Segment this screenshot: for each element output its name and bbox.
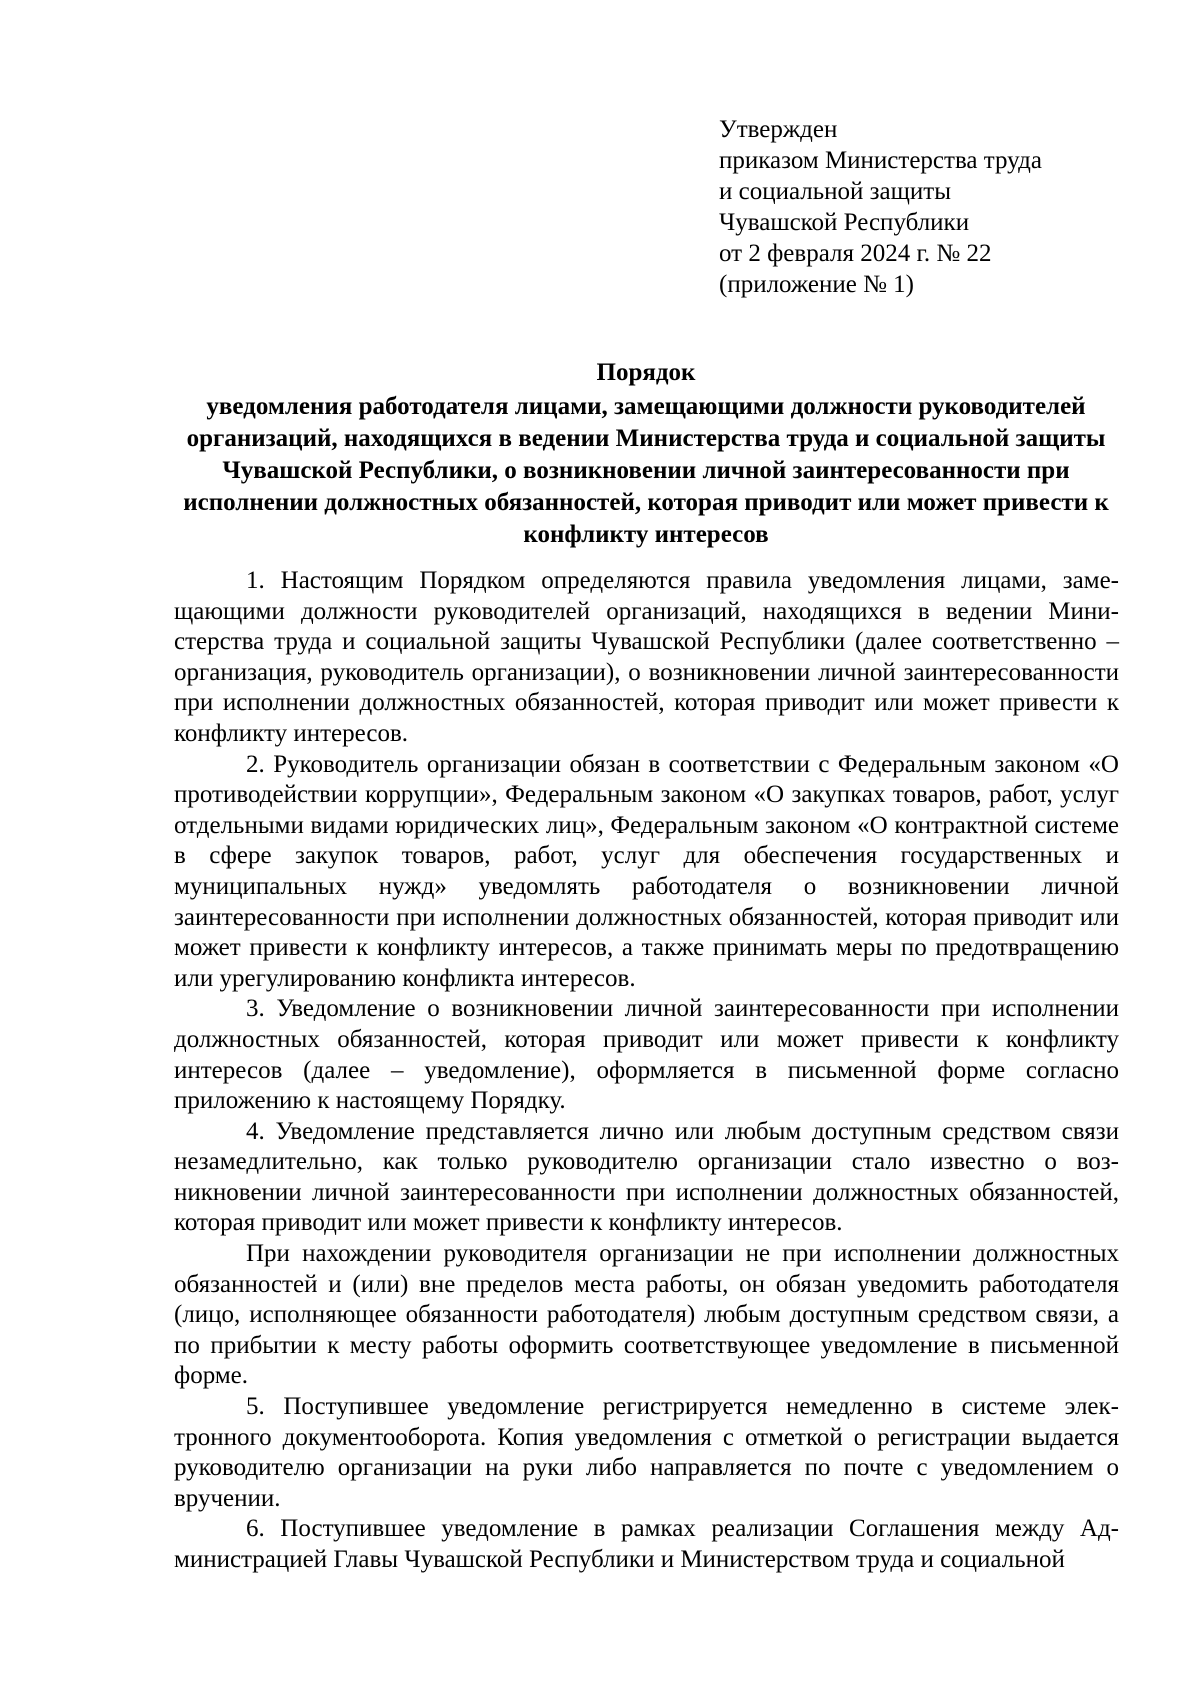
- approval-line: (приложение № 1): [719, 271, 915, 298]
- paragraph-6: 6. Поступившее уведомление в рамках реализации Соглашения между Администрацией Главы Чувашской Республики и Министерством труда и социальной: [174, 1515, 1119, 1573]
- approval-line: от 2 февраля 2024 г. № 22: [719, 240, 992, 267]
- approval-line: Чувашской Республики: [719, 209, 970, 236]
- paragraph-3: 3. Уведомление о возникновении личной заинтересованности при исполнении должностных обязанностей, которая приводит или может привести к конфликту интересов (далее – уведомление), оформляется в письменной форме согласно приложению к настоящему Порядку.: [174, 995, 1119, 1115]
- document-title: [171, 357, 1121, 551]
- paragraph-5: 5. Поступившее уведомление регистрируется немедленно в системе электронного документооборота. Копия уведомления с отметкой о регистрации выдается руководителю организации на руки либо направляется по почте с уведомлением о вручении.: [174, 1393, 1119, 1512]
- approval-line: приказом Министерства труда: [719, 147, 1042, 174]
- title-subtitle: уведомления работодателя лицами, замещающими должности руководителей организаций, находящихся в ведении Министерства труда и социальной защиты Чувашской Республики, о возникновении личной заинтересованности при исполнении должностных обязанностей, которая приводит или может привести к конфликту интересов: [183, 393, 1109, 548]
- paragraph-2: 2. Руководитель организации обязан в соответствии с Федеральным законом «О противодействии коррупции», Федеральным законом «О закупках товаров, работ, услуг отдельными видами юридических лиц», Федеральным законом «О контрактной системе в сфере закупок товаров, работ, услуг для обеспечения государственных и муниципальных нужд» уведомлять работодателя о возникновении личной заинтересованности при исполнении должностных обязанностей, которая приводит или может привести к конфликту интересов, а также принимать меры по предотвращению или урегулированию конфликта интересов.: [174, 750, 1119, 992]
- approval-line: и социальной защиты: [719, 178, 952, 205]
- title-heading: Порядок: [596, 359, 696, 386]
- document-body: [174, 566, 1119, 1576]
- paragraph-1: 1. Настоящим Порядком определяются правила уведомления лицами, замещающими должности руководителей организаций, находящихся в ведении Министерства труда и социальной защиты Чувашской Республики (далее соответственно – организация, руководитель организации), о возникновении личной заинтересованности при исполнении должностных обязанностей, которая приводит или может привести к конфликту интересов.: [174, 567, 1119, 747]
- paragraph-4: 4. Уведомление представляется лично или любым доступным средством связи незамедлительно, как только руководителю организации стало известно о возникновении личной заинтересованности при исполнении должностных обязанностей, которая приводит или может привести к конфликту интересов.: [174, 1117, 1119, 1237]
- paragraph-4-continued: При нахождении руководителя организации не при исполнении должностных обязанностей и (или) вне пределов места работы, он обязан уведомить работодателя (лицо, исполняющее обязанности работодателя) любым доступным средством связи, а по прибытии к месту работы оформить соответствующее уведомление в письменной форме.: [174, 1240, 1119, 1390]
- approval-line: Утвержден: [719, 116, 838, 143]
- approval-stamp: [719, 114, 1139, 300]
